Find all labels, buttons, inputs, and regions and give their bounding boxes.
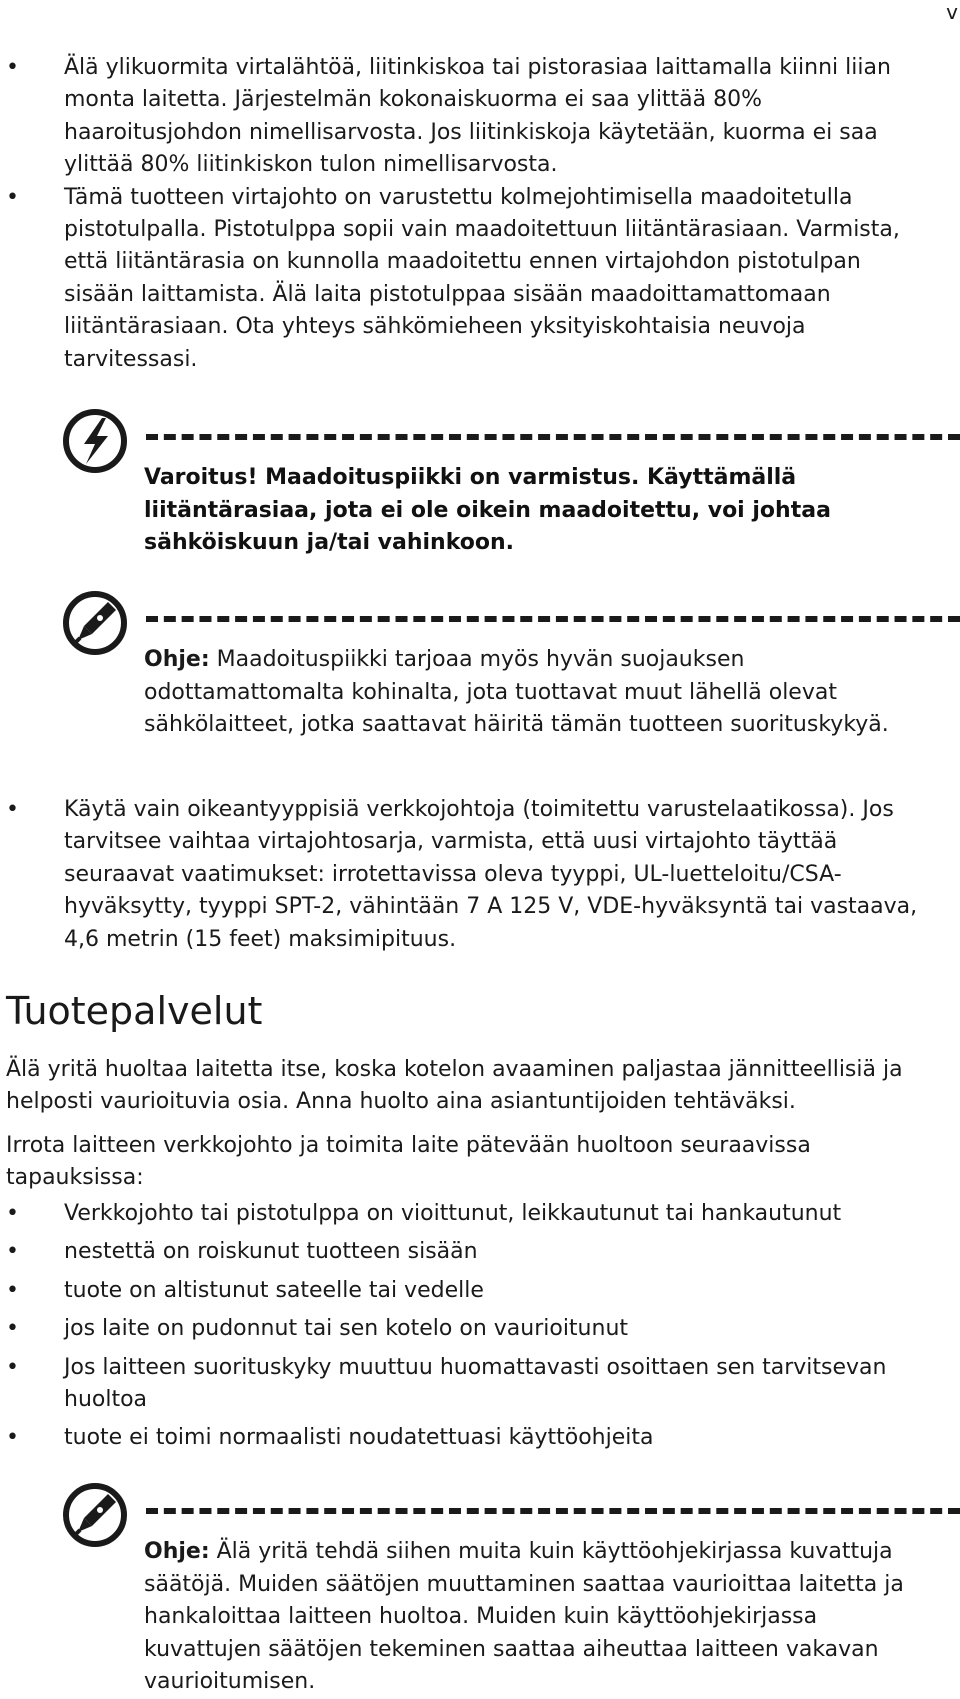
- list-item: • Verkkojohto tai pistotulppa on vioittunut, leikkautunut tai hankautunut: [6, 1198, 934, 1230]
- pen-note-icon: [62, 590, 128, 656]
- pen-note-icon: [62, 1482, 128, 1548]
- list-item: • tuote on altistunut sateelle tai vedelle: [6, 1275, 934, 1307]
- note-box-grounding: [62, 590, 960, 780]
- lightning-icon: [62, 408, 128, 474]
- page-number: v: [946, 0, 958, 24]
- section-title: Tuotepalvelut: [6, 989, 263, 1033]
- bullet-list-top: [6, 52, 934, 376]
- bullet-list-service: [6, 1198, 934, 1455]
- warning-text: Varoitus! Maadoituspiikki on varmistus. Käyttämällä liitäntärasiaa, jota ei ole oikein maadoitettu, voi johtaa sähköiskuun ja/tai vahinkoon.: [144, 465, 831, 555]
- note-text: [144, 644, 934, 742]
- paragraph-no-self-service: Älä yritä huoltaa laitetta itse, koska kotelon avaaminen paljastaa jännitteellisiä ja helposti vaurioituvia osia. Anna huolto aina asiantuntijoiden tehtäväksi.: [6, 1057, 903, 1115]
- note-content: Maadoituspiikki tarjoaa myös hyvän suojauksen odottamattomalta kohinalta, jota tuottavat muut lähellä olevat sähkölaitteet, jotka saattavat häiritä tämän tuotteen suorituskykyä.: [144, 647, 889, 737]
- note-box-adjustments: [62, 1482, 960, 1692]
- bullet-power-cord: • Käytä vain oikeantyyppisiä verkkojohtoja (toimitettu varustelaatikossa). Jos tarvitsee vaihtaa virtajohtosarja, varmista, että uusi virtajohto täyttää seuraavat vaatimukset: irrotettavissa oleva tyyppi, UL-luetteloitu/CSA-hyväksytty, tyyppi SPT-2, vähintään 7 A 125 V, VDE-hyväksyntä tai vastaava, 4,6 metrin (15 feet) maksimipituus.: [6, 794, 934, 956]
- bullet-grounded-plug: • Tämä tuotteen virtajohto on varustettu kolmejohtimisella maadoitetulla pistotulpalla. Pistotulppa sopii vain maadoitettuun liitäntärasiaan. Varmista, että liitäntärasia on kunnolla maadoitettu ennen virtajohdon pistotulpan sisään laittamista. Älä laita pistotulppaa sisään maadoittamattomaan liitäntärasiaan. Ota yhteys sähkömieheen yksityiskohtaisia neuvoja tarvitessasi.: [6, 182, 934, 376]
- note-label: Ohje:: [144, 647, 210, 672]
- bullet-overload: • Älä ylikuormita virtalähtöä, liitinkiskoa tai pistorasiaa laittamalla kiinni liian monta laitetta. Järjestelmän kokonaiskuorma ei saa ylittää 80% haaroitusjohdon nimellisarvosta. Jos liitinkiskoja käytetään, kuorma ei saa ylittää 80% liitinkiskon tulon nimellisarvosta.: [6, 52, 934, 182]
- note-divider: [146, 434, 960, 440]
- bullet-list-cord: [6, 794, 934, 956]
- list-item: • tuote ei toimi normaalisti noudatettuasi käyttöohjeita: [6, 1422, 934, 1454]
- list-item: • Jos laitteen suorituskyky muuttuu huomattavasti osoittaen sen tarvitsevan huoltoa: [6, 1352, 934, 1417]
- note-label: Ohje:: [144, 1539, 210, 1564]
- note-content: Älä yritä tehdä siihen muita kuin käyttöohjekirjassa kuvattuja säätöjä. Muiden säätöjen muuttaminen saattaa vaurioittaa laitetta ja hankaloittaa laitteen huoltoa. Muiden kuin käyttöohjekirjassa kuvattujen säätöjen tekeminen saattaa aiheuttaa laitteen vakavan vaurioitumisen.: [144, 1539, 904, 1694]
- list-item: • jos laite on pudonnut tai sen kotelo on vaurioitunut: [6, 1313, 934, 1345]
- list-item: • nestettä on roiskunut tuotteen sisään: [6, 1236, 934, 1268]
- note-text: [144, 1536, 934, 1699]
- warning-box: [62, 408, 960, 568]
- note-divider: [146, 616, 960, 622]
- note-divider: [146, 1508, 960, 1514]
- paragraph-service-cases: Irrota laitteen verkkojohto ja toimita laite pätevään huoltoon seuraavissa tapauksissa:: [6, 1133, 811, 1191]
